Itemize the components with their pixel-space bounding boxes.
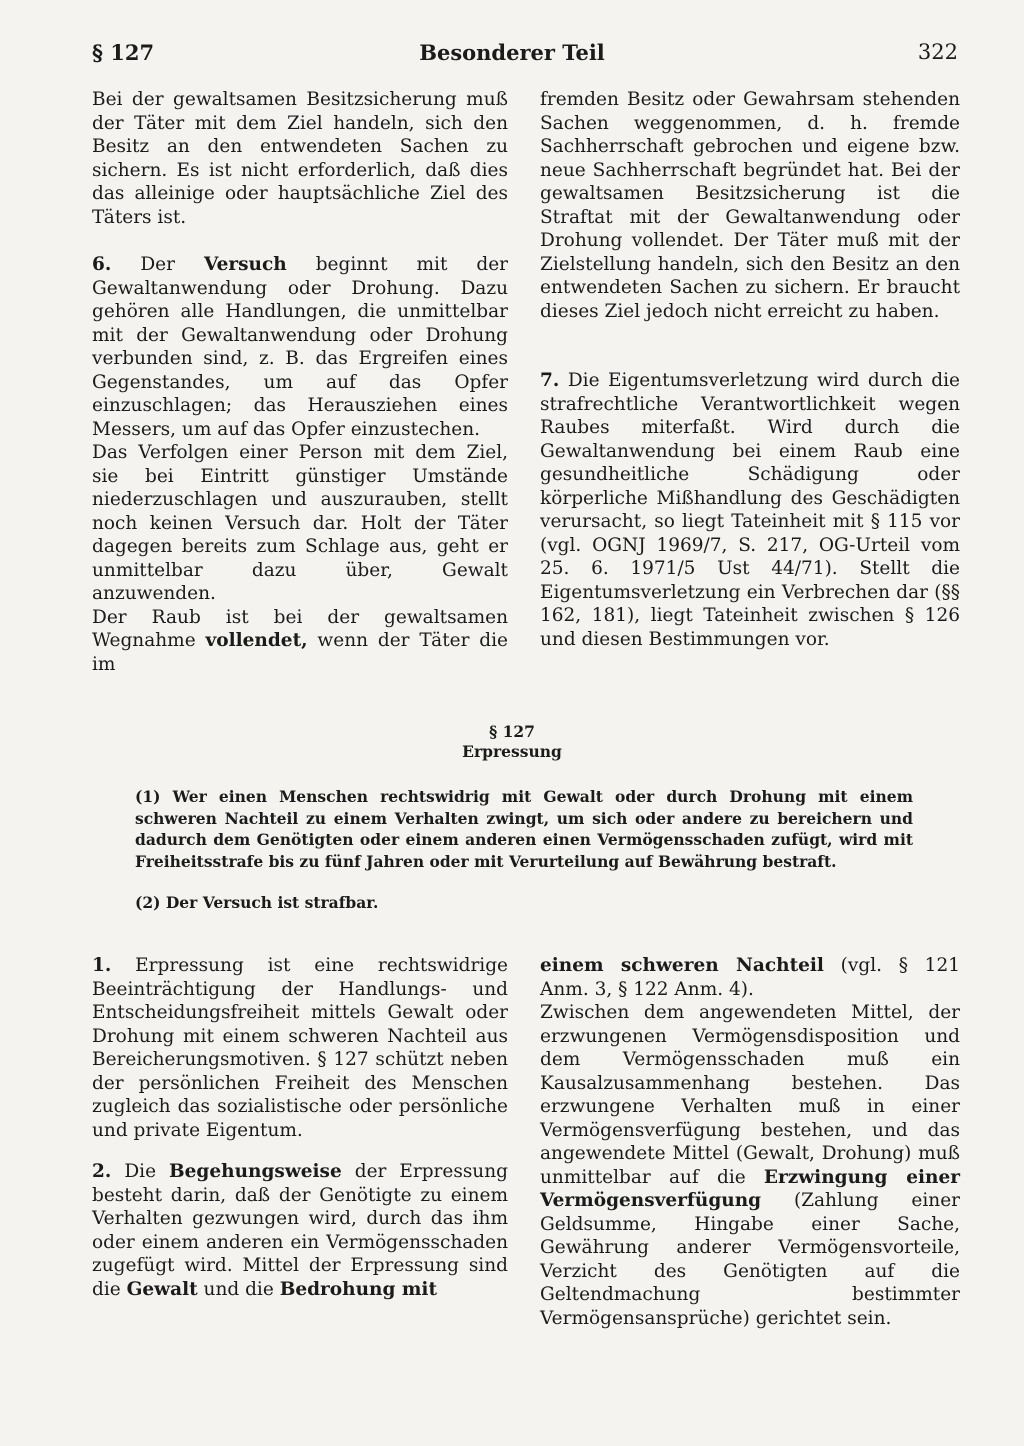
paragraph-fremden-besitz: fremden Besitz oder Gewahrsam stehenden Sachen weggenommen, d. h. fremde Sachherrschaft gebrochen und eigene bzw. neue Sachherrschaft begründet hat. Bei der gewaltsamen Besitzsicherung ist die Straftat mit der Gewaltanwendung oder Drohung vollendet. Der Täter muß mit der Zielstellung handeln, sich den Besitz an den entwendeten Sachen zu sichern. Er braucht dieses Ziel jedoch nicht erreicht zu haben. [540, 89, 960, 322]
note-number: 7. [540, 370, 560, 391]
term-erzwingung: Erzwingung einer Vermögensverfügung [540, 1166, 960, 1211]
running-head-title: Besonderer Teil [419, 40, 605, 65]
column-top-left [92, 88, 508, 676]
term-begehungsweise: Begehungsweise [169, 1161, 342, 1182]
paragraph-verfolgen: Das Verfolgen einer Person mit dem Ziel, sie bei Eintritt günstiger Umstände niederzuschlagen und auszurauben, stellt noch keinen Versuch dar. Holt der Täter dagegen bereits zum Schlage aus, geht er unmittelbar dazu über, Gewalt anzuwenden. [92, 442, 508, 604]
note-2: 2. Die Begehungsweise der Erpressung besteht darin, daß der Genötigte zu einem Verhalten gezwungen wird, durch das ihm oder einem anderen ein Vermögensschaden zugefügt wird. Mittel der Erpressung sind die Gewalt und die Bedrohung mit [92, 1161, 508, 1300]
term-vollendet: vollendet, [205, 630, 308, 651]
note-number: 6. [92, 254, 112, 275]
note-number: 2. [92, 1161, 112, 1182]
note-6: 6. Der Versuch beginnt mit der Gewaltanwendung oder Drohung. Dazu gehören alle Handlungen, die unmittelbar mit der Gewaltanwendung oder Drohung verbunden sind, z. B. das Ergreifen eines Gegenstandes, um auf das Opfer einzuschlagen; das Herausziehen eines Messers, um auf das Opfer einzustechen. [92, 254, 509, 440]
note-1: 1. Erpressung ist eine rechtswidrige Beeinträchtigung der Handlungs- und Entscheidungsfreiheit mittels Gewalt oder Drohung mit einem schweren Nachteil aus Bereicherungsmotiven. § 127 schützt neben der persönlichen Freiheit des Menschen zugleich das sozialistische oder persönliche und private Eigentum. [92, 955, 508, 1141]
page-number: 322 [917, 40, 958, 64]
term-bedrohung: Bedrohung mit [279, 1278, 437, 1300]
statute-paragraph-1: (1) Wer einen Menschen rechtswidrig mit Gewalt oder durch Drohung mit einem schweren Nachteil zu einem Verhalten zwingt, um sich oder andere zu bereichern und dadurch dem Genötigten oder einem anderen einen Vermögensschaden zufügt, wird mit Freiheitsstrafe bis zu fünf Jahren oder mit Verurteilung auf Bewährung bestraft. [135, 787, 913, 871]
paragraph-raub-vollendet: Der Raub ist bei der gewaltsamen Wegnahme vollendet, wenn der Täter die im [92, 606, 508, 675]
note-number: 1. [92, 955, 112, 976]
statute-paragraph-2: (2) Der Versuch ist strafbar. [135, 893, 379, 912]
column-bottom-left [92, 954, 508, 1301]
statute-text [135, 786, 913, 914]
term-gewalt: Gewalt [126, 1278, 198, 1300]
column-bottom-right [540, 954, 960, 1330]
column-top-right [540, 88, 960, 651]
running-head-section: § 127 [92, 40, 155, 65]
paragraph-schwerer-nachteil: einem schweren Nachteil (vgl. § 121 Anm. 3, § 122 Anm. 4). [540, 955, 960, 1000]
term-schwerer-nachteil: einem schweren Nachteil [540, 955, 824, 976]
paragraph-kausalzusammenhang: Zwischen dem angewendeten Mittel, der erzwungenen Vermögensdisposition und dem Vermögensschaden muß ein Kausalzusammenhang bestehen. Das erzwungene Verhalten muß in einer Vermögensverfügung bestehen, und das angewendete Mittel (Gewalt, Drohung) muß unmittelbar auf die Erzwingung einer Vermögensverfügung (Zahlung einer Geldsumme, Hingabe einer Sache, Gewährung anderer Vermögensvorteile, Verzicht des Genötigten auf die Geltendmachung bestimmter Vermögensansprüche) gerichtet sein. [540, 1002, 960, 1329]
paragraph-besitzsicherung: Bei der gewaltsamen Besitzsicherung muß der Täter mit dem Ziel handeln, sich den Besitz an den entwendeten Sachen zu sichern. Es ist nicht erforderlich, daß dies das alleinige oder hauptsächliche Ziel des Täters ist. [92, 89, 508, 228]
term-versuch: Versuch [203, 254, 287, 275]
section-number: § 127 [489, 722, 535, 741]
note-7: 7. Die Eigentumsverletzung wird durch die strafrechtliche Verantwortlichkeit wegen Raubes miterfaßt. Wird durch die Gewaltanwendung bei einem Raub eine gesundheitliche Schädigung oder körperliche Mißhandlung des Geschädigten verursacht, so liegt Tateinheit mit § 115 vor (vgl. OGNJ 1969/7, S. 217, OG-Urteil vom 25. 6. 1971/5 Ust 44/71). Stellt die Eigentumsverletzung ein Verbrechen dar (§§ 162, 181), liegt Tateinheit zwischen § 126 und diesen Bestimmungen vor. [540, 370, 960, 650]
section-title: Erpressung [462, 742, 562, 761]
